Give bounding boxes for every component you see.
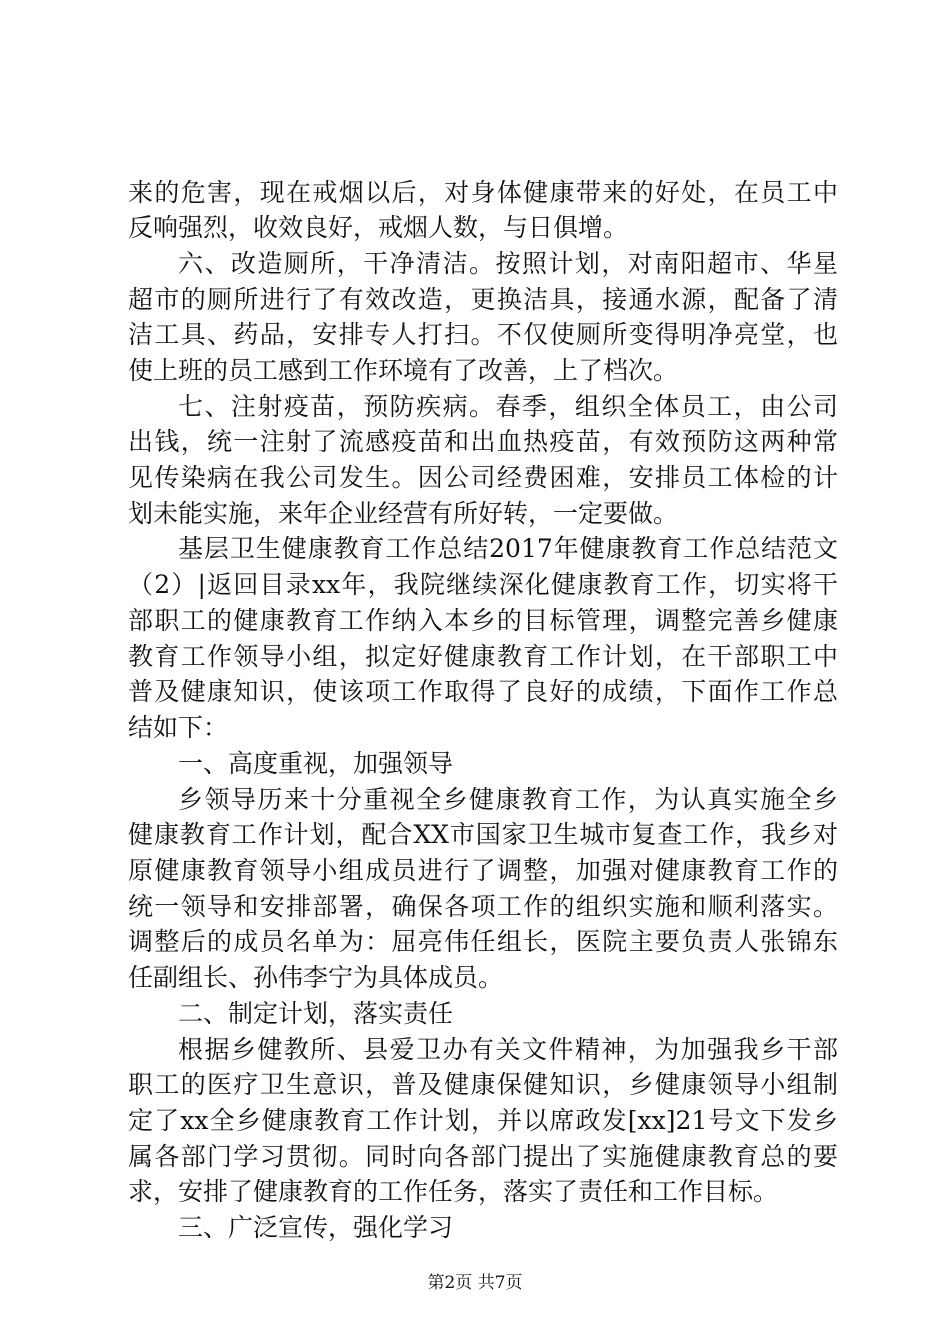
- text-line: 超市的厕所进行了有效改造，更换洁具，接通水源，配备了清: [128, 285, 838, 314]
- text-line: 结如下：: [128, 713, 229, 742]
- text-line: 使上班的员工感到工作环境有了改善，上了档次。: [128, 356, 679, 385]
- section-title-line: 基层卫生健康教育工作总结2017年健康教育工作总结范文: [178, 534, 838, 563]
- text-line: 根据乡健教所、县爱卫办有关文件精神，为加强我乡干部: [178, 1035, 838, 1064]
- text-line: 教育工作领导小组，拟定好健康教育工作计划，在干部职工中: [128, 642, 838, 671]
- text-line: 统一领导和安排部署，确保各项工作的组织实施和顺利落实。: [128, 892, 838, 921]
- paragraph-heading-seven: 七、注射疫苗，预防疾病。春季，组织全体员工，由公司: [178, 392, 838, 421]
- text-line: 来的危害，现在戒烟以后，对身体健康带来的好处，在员工中: [128, 178, 838, 207]
- paragraph-heading-one: 一、高度重视，加强领导: [178, 749, 454, 778]
- paragraph-heading-three: 三、广泛宣传，强化学习: [178, 1213, 454, 1242]
- text-line: 普及健康知识，使该项工作取得了良好的成绩，下面作工作总: [128, 677, 838, 706]
- page-number-footer: 第2页 共7页: [427, 1273, 523, 1293]
- text-line: 划未能实施，来年企业经营有所好转，一定要做。: [128, 499, 679, 528]
- text-line: 健康教育工作计划，配合XX市国家卫生城市复查工作，我乡对: [128, 820, 838, 849]
- paragraph-heading-six: 六、改造厕所，干净清洁。按照计划，对南阳超市、华星: [178, 249, 838, 278]
- text-line: 出钱，统一注射了流感疫苗和出血热疫苗，有效预防这两种常: [128, 427, 838, 456]
- text-line: 调整后的成员名单为：屈亮伟任组长，医院主要负责人张锦东: [128, 927, 838, 956]
- text-line: （2）|返回目录xx年，我院继续深化健康教育工作，切实将干: [128, 570, 838, 599]
- text-line: 属各部门学习贯彻。同时向各部门提出了实施健康教育总的要: [128, 1142, 838, 1171]
- paragraph-heading-two: 二、制定计划，落实责任: [178, 999, 454, 1028]
- text-line: 乡领导历来十分重视全乡健康教育工作，为认真实施全乡: [178, 785, 838, 814]
- text-line: 任副组长、孙伟李宁为具体成员。: [128, 963, 504, 992]
- text-line: 反响强烈，收效良好，戒烟人数，与日俱增。: [128, 213, 629, 242]
- text-line: 求，安排了健康教育的工作任务，落实了责任和工作目标。: [128, 1177, 779, 1206]
- text-line: 定了xx全乡健康教育工作计划，并以席政发[xx]21号文下发乡: [128, 1106, 838, 1135]
- text-line: 洁工具、药品，安排专人打扫。不仅使厕所变得明净亮堂，也: [128, 320, 838, 349]
- text-line: 见传染病在我公司发生。因公司经费困难，安排员工体检的计: [128, 463, 838, 492]
- text-line: 部职工的健康教育工作纳入本乡的目标管理，调整完善乡健康: [128, 606, 838, 635]
- text-line: 原健康教育领导小组成员进行了调整，加强对健康教育工作的: [128, 856, 838, 885]
- text-line: 职工的医疗卫生意识，普及健康保健知识，乡健康领导小组制: [128, 1070, 838, 1099]
